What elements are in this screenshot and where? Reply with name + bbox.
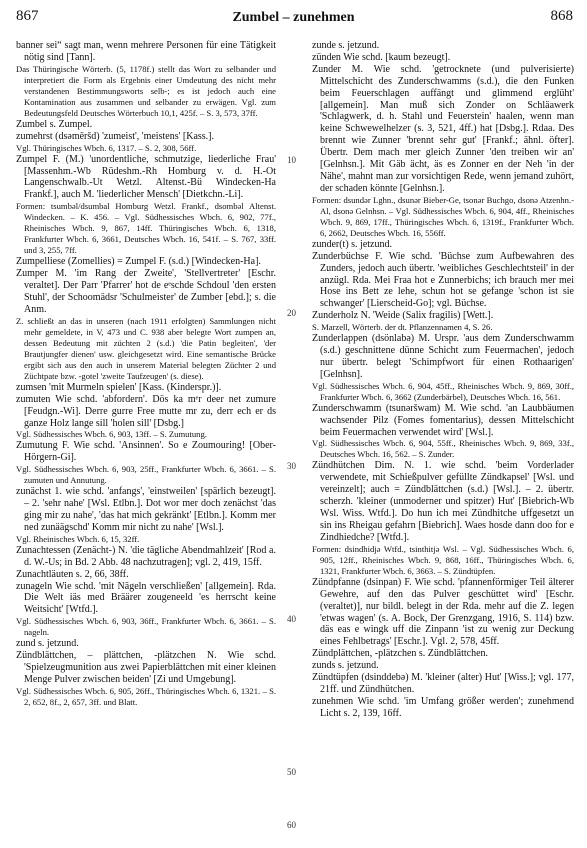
page-header: [0, 8, 587, 30]
page-number-left: 867: [16, 8, 39, 24]
right-column: [312, 40, 574, 720]
entry-note: Vgl. Südhessisches Wbch. 6, 903, 13ff. – S. Zumutung.: [16, 429, 207, 440]
dictionary-entry: zumuten Wie schd. 'abfordern'. Dös ka mᵉr deer net zumure [Feudgn.-Wi]. Derre gurre Free mutte mr zu, derr ech er ds ganze Holz lange sill 'holen sill' [Dsbg.]: [16, 393, 276, 429]
dictionary-entry: zunageln Wie schd. 'mit Nägeln verschließen' [allgemein]. Rda. Die Welt iäs med Bräärer zougeneeld 'es herrscht keine Weitsicht' [Wtfd.].: [16, 580, 276, 616]
dictionary-entry: Zunderholz N. 'Weide (Salix fragilis) [Wett.].: [312, 310, 494, 322]
entry-note: Vgl. Südhessisches Wbch. 6, 903, 36ff., Frankfurter Wbch. 6, 3661. – S. nageln.: [16, 616, 276, 638]
dictionary-entry: Zumpelliese (Zomellies) = Zumpel F. (s.d.) [Windecken-Ha].: [16, 256, 261, 268]
left-column: [16, 40, 276, 708]
line-number: 50: [287, 767, 296, 777]
entry-note: Vgl. Südhessisches Wbch. 6, 904, 55ff., Rheinisches Wbch. 9, 869, 33f., Deutsches Wbch. 16, 562. – S. Zunder.: [312, 438, 574, 460]
entry-note: Vgl. Südhessisches Wbch. 6, 904, 45ff., Rheinisches Wbch. 9, 869, 30ff., Frankfurter Wbch. 6, 3662 (Zunderbärbel), Deutsches Wbch. 16, 561.: [312, 380, 574, 402]
dictionary-entry: zunder(t) s. jetzund.: [312, 238, 392, 250]
entry-note: Z. schließt an das in unseren (nach 1911 erfolgten) Sammlungen nicht mehr gemeldete, in V, 473 und C. 938 aber belegte Wort zumpen an, dessen Bedeutung mit züchten 2 (s.d.) 'die Patin begleiten', 'der Brautjungfer dienen' usw. gleichgesetzt wird. Eine semantische Brücke ergibt sich aus den auch in unserem Material belegten Züchter 2 und Züchtpate bzw. -gotel 'zweite Taufzeugen' (s. diese).: [16, 315, 276, 381]
line-number: 20: [287, 308, 296, 318]
dictionary-entry: Zumbel s. Zumpel.: [16, 118, 93, 130]
entry-note: Formen: dsundər Lghn., dsunər Bieber-Ge, tsonər Buchgo, dsonə Atzenhn.-Al, dsonə Gelnhsn. – Vgl. Südhessisches Wbch. 6, 904, 4ff., Rheinisches Wbch. 9, 869, 17ff., Thüringisches Wbch. 6, 1319f., Frankfurter Wbch. 6, 2662, Deutsches Wbch. 16, 556ff.: [312, 194, 574, 238]
line-number: 30: [287, 461, 296, 471]
entry-note: Vgl. Südhessisches Wbch. 6, 905, 26ff., Thüringisches Wbch. 6, 1321. – S. 2, 652, 8f., 2, 657, 3ff. und Blatt.: [16, 685, 276, 707]
dictionary-entry: zumehrst (dsəmēršd) 'zumeist', 'meistens' [Kass.].: [16, 130, 214, 142]
entry-note: Das Thüringische Wörterb. (5, 1178f.) stellt das Wort zu selbander und interpretiert die Form als Ergebnis einer Umdeutung des nicht mehr verstandenen Bestimmungsworts selb-; es ist jedoch auch eine Kontamination aus zusammen und selbander zu erwägen. Vgl. zum Bedeutungsfeld Deutsches Wörterbuch 10,1, 425f. – S. 3, 573, 37ff.: [16, 63, 276, 118]
dictionary-entry: zünden Wie schd. [kaum bezeugt].: [312, 51, 451, 63]
dictionary-entry: Zunderbüchse F. Wie schd. 'Büchse zum Aufbewahren des Zunders, jedoch auch übertr. 'weibliches Geschlechtsteil' in der anzügl. Rda. Mei Fraa hot e Zunnerbichs; ich brauch mer mei Hose ins Bett ze lehe, schun hot se gefange 'schon ist sie schwanger' [Lierscheid-Go]; vgl. Büchse.: [312, 250, 574, 310]
dictionary-entry: Zunder M. Wie schd. 'getrocknete (und pulverisierte) Mittelschicht des Zunderschwamms (s.d.), die den Funken beim Feuerschlagen auffängt und glimmend erglüht' [allgemein]. Man muß sich Zonder on Schläawerk 'Schlagwerk, d. h. Stahl und Feuerstein' haalen, wenn man keine Schwewelhelzer (s. 3, 521, 4ff.) hat [Dsbg.]. Rdaa. Des brennt wie Zunner 'brennt sehr gut' [Frankf.; ähnl. öfter]. Übertr. Dem mach mer gleich Zunner 'den treiben wir an' [Gelnhsn.]. Mit Gäb ächt, äs es Zonner en der Neh 'in der Nähe', mahnt man zur vorsichtigen Rede, wenn jemand zuhört, der schaden könnte [Gelnhsn.].: [312, 63, 574, 194]
dictionary-entry: Zündpfanne (dsinpan) F. Wie schd. 'pfannenförmiger Teil älterer Gewehre, auf den das Pulver geschüttet wird' [Eschr. (veraltet)], nur bildl. belegt in der Rda. mehr auf die Z. legen 'etwas wagen' (s. A. Bock, Der Grenzgang, 1916, S. 114) bzw. däs eas e wingk uff die Zinpann 'ist zu wenig zur Deckung eines Fehlbetrags' [Eschr.]. Vgl. 2, 578, 45ff.: [312, 576, 574, 648]
dictionary-entry: zunehmen Wie schd. 'im Umfang größer werden'; zunehmend Licht s. 2, 139, 16ff.: [312, 695, 574, 719]
entry-note: S. Marzell, Wörterb. der dt. Pflanzennamen 4, S. 26.: [312, 322, 493, 333]
line-number: 40: [287, 614, 296, 624]
page-number-right: 868: [550, 8, 573, 24]
dictionary-entry: banner sei“ sagt man, wenn mehrere Personen für eine Tätigkeit nötig sind [Tann].: [16, 40, 276, 63]
dictionary-entry: Zumutung F. Wie schd. 'Ansinnen'. So e Zoumouring! [Ober-Hörgern-Gi].: [16, 440, 276, 464]
dictionary-entry: zunde s. jetzund.: [312, 40, 380, 51]
entry-note: Vgl. Thüringisches Wbch. 6, 1317. – S. 2, 308, 56ff.: [16, 142, 197, 153]
dictionary-entry: Zunachtessen (Zenächt-) N. 'die tägliche Abendmahlzeit' [Rod a. d. W.-Us; in Bd. 2 Abb. 48 nachzutragen]; vgl. 2, 419, 15ff.: [16, 544, 276, 568]
line-number: 60: [287, 820, 296, 830]
dictionary-entry: Zumper M. 'im Rang der Zweite', 'Stellvertreter' [Eschr. veraltet]. Der Parr 'Pfarrer' hot de eᵉschde Schdoul 'den ersten Stuhl', der Schoomädsr 'Schulmeister' de Zumber [ebd.]; s. die Anm.: [16, 268, 276, 315]
dictionary-entry: Zündtüpfen (dsinddebə) M. 'kleiner (alter) Hut' [Wiss.]; vgl. 177, 21ff. und Zündhütchen.: [312, 672, 574, 695]
entry-note: Vgl. Rheinisches Wbch. 6, 15, 32ff.: [16, 533, 140, 544]
dictionary-entry: Zumpel F. (M.) 'unordentliche, schmutzige, liederliche Frau' [Massenhm.-Wb Rüdeshm.-Rh Homburg v. d. H.-Ot Langenschwalb.-Ut Wetzl. Altenst.-Bü Windecken-Ha Frankf.], auch M. 'liederlicher Mensch' [Dietkchn.-Li].: [16, 153, 276, 201]
dictionary-entry: Zunderschwamm (tsunəršwam) M. Wie schd. 'an Laubbäumen wachsender Pilz (Fomes fomentarius), dessen Mittelschicht beim Feuermachen verwendet wird' [Wsl.].: [312, 402, 574, 438]
dictionary-entry: zunächst 1. wie schd. 'anfangs', 'einstweilen' [spärlich bezeugt]. – 2. 'sehr nahe' [Wsl. Etlbn.]. Dot wor mer doch zenächst 'das ging mir zu nahe', 'das hat mich gekränkt' [Etlbn.]. Komm mer ned zunäägschd' Komm mir nicht zu nahe' [Wsl.].: [16, 486, 276, 533]
dictionary-entry: Zündblättchen, – plättchen, -plätzchen N. Wie schd. 'Spielzeugmunition aus zwei Papierblättchen mit einer kleinen Menge Pulver zwischen beiden' [Zi und Umgebung].: [16, 650, 276, 685]
dictionary-entry: zumsen 'mit Murmeln spielen' [Kass. (Kinderspr.)].: [16, 381, 222, 393]
entry-note: Vgl. Südhessisches Wbch. 6, 903, 25ff., Frankfurter Wbch. 6, 3661. – S. zumuten und Annutung.: [16, 464, 276, 486]
entry-note: Formen: dsindhidjə Wtfd., tsinthitjə Wsl. – Vgl. Südhessisches Wbch. 6, 905, 12ff., Rheinisches Wbch. 9, 868, 16ff., Thüringisches Wbch. 6, 1321, Frankfurter Wbch. 6, 3663. – S. Zündtüpfen.: [312, 543, 574, 576]
line-number: 10: [287, 155, 296, 165]
entry-note: Formen: tsumbəl/dsumbal Homburg Wetzl. Frankf., dsombəl Altenst. Windecken. – K. 456. – Vgl. Südhessisches Wbch. 6, 902, 77f., Rheinisches Wbch. 9, 867, 14ff. Thüringisches Wbch. 6, 1318, Frankfurter Wbch. 6, 3661, Deutsches Wbch. 16, 541f. – S. 767, 33ff. und 3, 255, 7ff.: [16, 201, 276, 256]
running-title: Zumbel – zunehmen: [232, 10, 355, 25]
dictionary-entry: zunds s. jetzund.: [312, 660, 379, 672]
dictionary-entry: Zündplättchen, -plätzchen s. Zündblättchen.: [312, 648, 489, 660]
dictionary-entry: Zündhütchen Dim. N. 1. wie schd. 'beim Vorderlader verwendete, mit Schießpulver gefüllte Zündkapsel' [Wsl. und vereinzelt]; auch = Zündblättchen (s.d.) [Wsl.]. – 2. übertr. scherzh. 'kleiner (unmoderner und spitzer) Hut' [Biebrich-Wb Wsl. Wiss. Wtfd.]. Do hun ich mei Zündhitche uffgesetzt un sin ins Rheigau gefahrn [Biebrich]. Waes hosde dann doo for e Zindhiedche? [Wtfd.].: [312, 460, 574, 543]
dictionary-entry: zund s. jetzund.: [16, 638, 79, 650]
dictionary-entry: Zunachtläuten s. 2, 66, 38ff.: [16, 568, 129, 580]
dictionary-entry: Zunderlappen (dsönlabə) M. Urspr. 'aus dem Zunderschwamm (s.d.) geschnittene dünne Schicht zum Feuermachen', jedoch nur übertr. belegt 'Schimpfwort für einen Rothaarigen' [Gelnhsn].: [312, 333, 574, 380]
